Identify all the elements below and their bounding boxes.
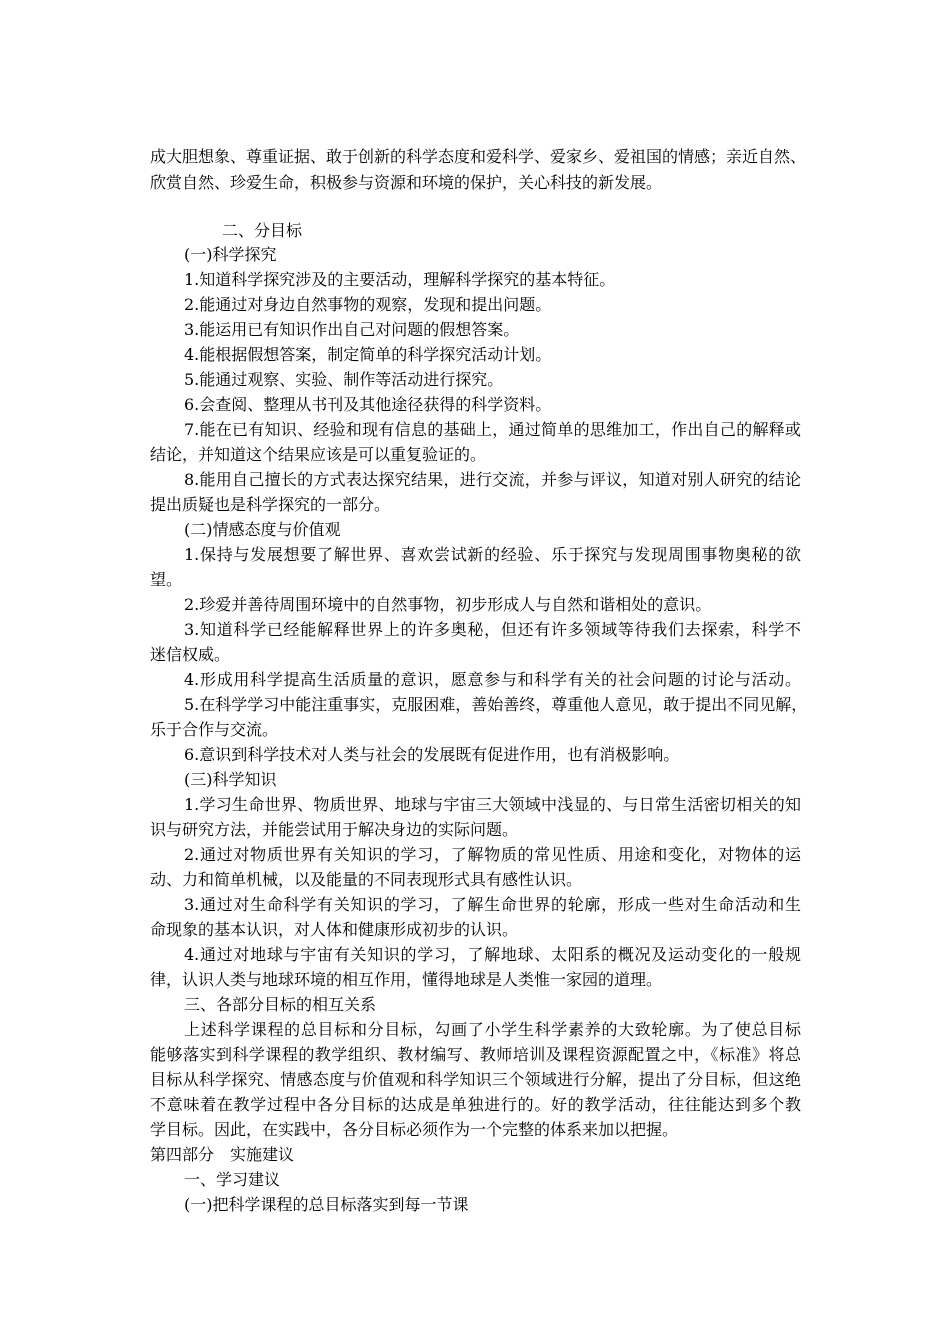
list-item-continuation: 律，认识人类与地球环境的相互作用，懂得地球是人类惟一家园的道理。: [150, 970, 663, 989]
list-item: 1.学习生命世界、物质世界、地球与宇宙三大领域中浅显的、与日常生活密切相关的知: [184, 795, 801, 814]
list-item: 2.珍爱并善待周围环境中的自然事物，初步形成人与自然和谐相处的意识。: [184, 595, 712, 614]
subsection-heading: (二)情感态度与价值观: [184, 520, 341, 539]
paragraph-line: 学目标。因此，在实践中，各分目标必须作为一个完整的体系来加以把握。: [150, 1120, 679, 1139]
list-item-continuation: 提出质疑也是科学探究的一部分。: [150, 495, 391, 514]
list-item: 6.意识到科学技术对人类与社会的发展既有促进作用，也有消极影响。: [184, 745, 680, 764]
paragraph-line: 目标从科学探究、情感态度与价值观和科学知识三个领域进行分解，提出了分目标，但这绝: [150, 1070, 801, 1089]
list-item: 4.通过对地球与宇宙有关知识的学习，了解地球、太阳系的概况及运动变化的一般规: [184, 945, 801, 964]
list-item: 2.通过对物质世界有关知识的学习，了解物质的常见性质、用途和变化，对物体的运: [184, 845, 801, 864]
subsection-heading: (一)科学探究: [184, 245, 277, 264]
list-item-continuation: 迷信权威。: [150, 645, 231, 664]
paragraph-line: 不意味着在教学过程中各分目标的达成是单独进行的。好的教学活动，往往能达到多个教: [150, 1095, 801, 1114]
list-item-continuation: 望。: [150, 570, 183, 589]
list-item: 5.在科学学习中能注重事实，克服困难，善始善终，尊重他人意见，敢于提出不同见解，: [184, 695, 808, 714]
section-heading: 二、分目标: [222, 221, 303, 240]
list-item: 1.保持与发展想要了解世界、喜欢尝试新的经验、乐于探究与发现周围事物奥秘的欲: [184, 545, 801, 564]
list-item: 3.通过对生命科学有关知识的学习，了解生命世界的轮廓，形成一些对生命活动和生: [184, 895, 801, 914]
section-heading: 一、学习建议: [184, 1170, 281, 1189]
list-item: 4.能根据假想答案，制定简单的科学探究活动计划。: [184, 345, 552, 364]
list-item: 2.能通过对身边自然事物的观察，发现和提出问题。: [184, 295, 552, 314]
list-item: 3.能运用已有知识作出自己对问题的假想答案。: [184, 320, 520, 339]
list-item-continuation: 结论，并知道这个结果应该是可以重复验证的。: [150, 445, 487, 464]
list-item: 7.能在已有知识、经验和现有信息的基础上，通过简单的思维加工，作出自己的解释或: [184, 420, 801, 439]
list-item: 1.知道科学探究涉及的主要活动，理解科学探究的基本特征。: [184, 270, 616, 289]
list-item: 3.知道科学已经能解释世界上的许多奥秘，但还有许多领域等待我们去探索，科学不: [184, 620, 801, 639]
paragraph-line: 上述科学课程的总目标和分目标，勾画了小学生科学素养的大致轮廓。为了使总目标: [184, 1020, 801, 1039]
section-heading: 三、各部分目标的相互关系: [184, 995, 377, 1014]
part-heading: 第四部分 实施建议: [150, 1145, 295, 1164]
list-item: 5.能通过观察、实验、制作等活动进行探究。: [184, 370, 504, 389]
paragraph-line: 能够落实到科学课程的教学组织、教材编写、教师培训及课程资源配置之中，《标准》将总: [150, 1045, 801, 1064]
list-item-continuation: 识与研究方法，并能尝试用于解决身边的实际问题。: [150, 820, 519, 839]
list-item: 4.形成用科学提高生活质量的意识，愿意参与和科学有关的社会问题的讨论与活动。: [184, 670, 801, 689]
subsection-heading: (一)把科学课程的总目标落实到每一节课: [184, 1195, 469, 1214]
subsection-heading: (三)科学知识: [184, 770, 277, 789]
list-item-continuation: 命现象的基本认识，对人体和健康形成初步的认识。: [150, 920, 519, 939]
intro-line: 成大胆想象、尊重证据、敢于创新的科学态度和爱科学、爱家乡、爱祖国的情感；亲近自然、: [150, 147, 807, 166]
list-item: 6.会查阅、整理从书刊及其他途径获得的科学资料。: [184, 395, 552, 414]
intro-line: 欣赏自然、珍爱生命，积极参与资源和环境的保护，关心科技的新发展。: [150, 173, 663, 192]
list-item-continuation: 动、力和简单机械，以及能量的不同表现形式具有感性认识。: [150, 870, 583, 889]
list-item-continuation: 乐于合作与交流。: [150, 720, 279, 739]
list-item: 8.能用自己擅长的方式表达探究结果，进行交流，并参与评议，知道对别人研究的结论: [184, 470, 801, 489]
